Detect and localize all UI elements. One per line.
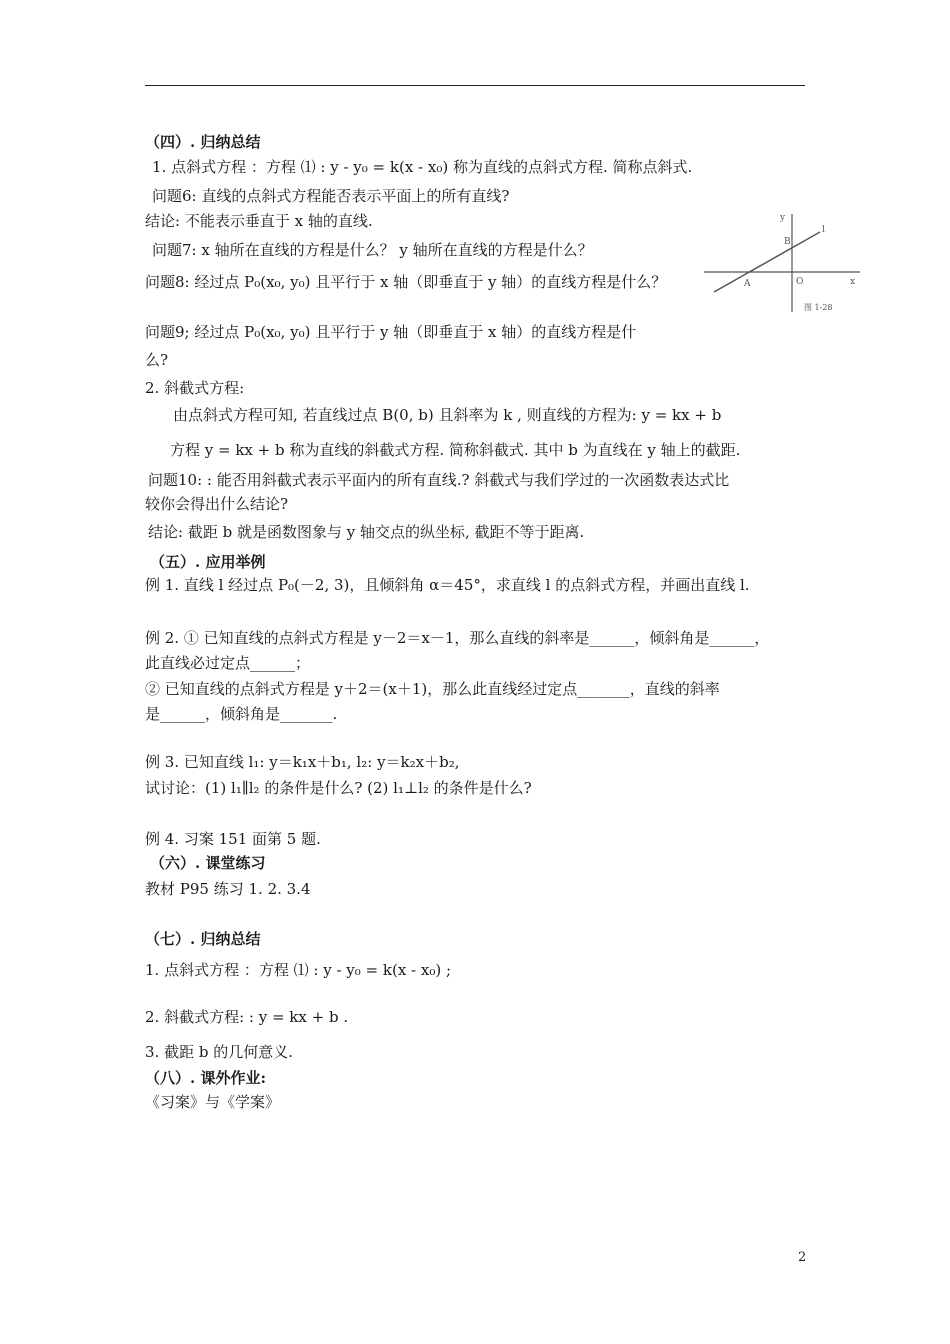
text-line-sec6: （六）. 课堂练习 <box>150 854 266 872</box>
text-line-p1: 教材 P95 练习 1. 2. 3.4 <box>145 880 311 898</box>
text-line-e4: 例 4. 习案 151 面第 5 题. <box>145 830 321 848</box>
text-line-c2: 结论: 截距 b 就是函数图象与 y 轴交点的纵坐标, 截距不等于距离. <box>148 523 585 541</box>
fig-label-x: x <box>850 277 856 287</box>
text-line-q9b: 么? <box>145 351 169 369</box>
text-line-q10b: 较你会得出什么结论? <box>145 495 289 513</box>
text-line-s3: 3. 截距 b 的几何意义. <box>145 1043 293 1061</box>
fig-caption: 图 1-28 <box>804 303 833 312</box>
fig-label-l: l <box>822 225 825 235</box>
fig-label-y: y <box>780 213 786 223</box>
text-line-l1: 1. 点斜式方程 ：方程 ⑴ : y - y₀ = k(x - x₀) 称为直线的点斜式方程. 简称点斜式. <box>152 158 693 176</box>
text-line-e2b: 此直线必过定点______； <box>145 654 311 672</box>
text-line-e1: 例 1. 直线 l 经过点 P₀(－2, 3)，且倾斜角 α＝45°，求直线 l 的点斜式方程，并画出直线 l. <box>145 576 750 594</box>
text-line-l3: 由点斜式方程可知, 若直线过点 B(0, b) 且斜率为 k , 则直线的方程为: y = kx + b <box>173 406 722 424</box>
figure-line <box>714 232 820 292</box>
text-line-e2d: 是______，倾斜角是_______. <box>145 705 338 723</box>
fig-label-b: B <box>784 237 791 247</box>
text-line-l4: 方程 y = kx + b 称为直线的斜截式方程. 简称斜截式. 其中 b 为直线在 y 轴上的截距. <box>170 441 741 459</box>
text-line-sec5: （五）. 应用举例 <box>150 553 266 571</box>
line-figure <box>700 208 868 320</box>
text-line-q6: 问题6: 直线的点斜式方程能否表示平面上的所有直线? <box>152 187 510 205</box>
text-line-q7: 问题7: x 轴所在直线的方程是什么？ y 轴所在直线的方程是什么？ <box>152 241 593 259</box>
text-line-q10: 问题10: : 能否用斜截式表示平面内的所有直线.? 斜截式与我们学过的一次函数表达式比 <box>148 471 730 489</box>
fig-label-a: A <box>744 279 751 289</box>
text-line-c1: 结论: 不能表示垂直于 x 轴的直线. <box>145 212 373 230</box>
fig-label-o: O <box>796 277 804 287</box>
text-line-e3: 例 3. 已知直线 l₁: y＝k₁x＋b₁, l₂: y＝k₂x＋b₂, <box>145 753 460 771</box>
text-line-sec8: （八）. 课外作业: <box>145 1069 266 1087</box>
text-line-s1: 1. 点斜式方程 ：方程 ⑴ : y - y₀ = k(x - x₀) ; <box>145 961 452 979</box>
text-line-e2c: ② 已知直线的点斜式方程是 y＋2＝(x＋1)，那么此直线经过定点_______，直线的斜率 <box>145 680 720 698</box>
text-line-sec4: （四）. 归纳总结 <box>145 133 261 151</box>
text-line-s2: 2. 斜截式方程: : y = kx + b . <box>145 1008 349 1026</box>
page-number: 2 <box>798 1250 807 1265</box>
text-line-sec7: （七）. 归纳总结 <box>145 930 261 948</box>
header-rule <box>145 85 805 86</box>
text-line-hw: 《习案》与《学案》 <box>145 1093 281 1111</box>
text-line-e3b: 试讨论：(1) l₁∥l₂ 的条件是什么? (2) l₁⊥l₂ 的条件是什么? <box>145 779 532 797</box>
text-line-q9: 问题9; 经过点 P₀(x₀, y₀) 且平行于 y 轴（即垂直于 x 轴）的直线方程是什 <box>145 323 637 341</box>
text-line-q8: 问题8: 经过点 P₀(x₀, y₀) 且平行于 x 轴（即垂直于 y 轴）的直线方程是什么？ <box>145 273 667 291</box>
text-line-l2: 2. 斜截式方程: <box>145 379 245 397</box>
text-line-e2: 例 2. ① 已知直线的点斜式方程是 y－2＝x－1，那么直线的斜率是______，倾斜角是______， <box>145 629 770 647</box>
